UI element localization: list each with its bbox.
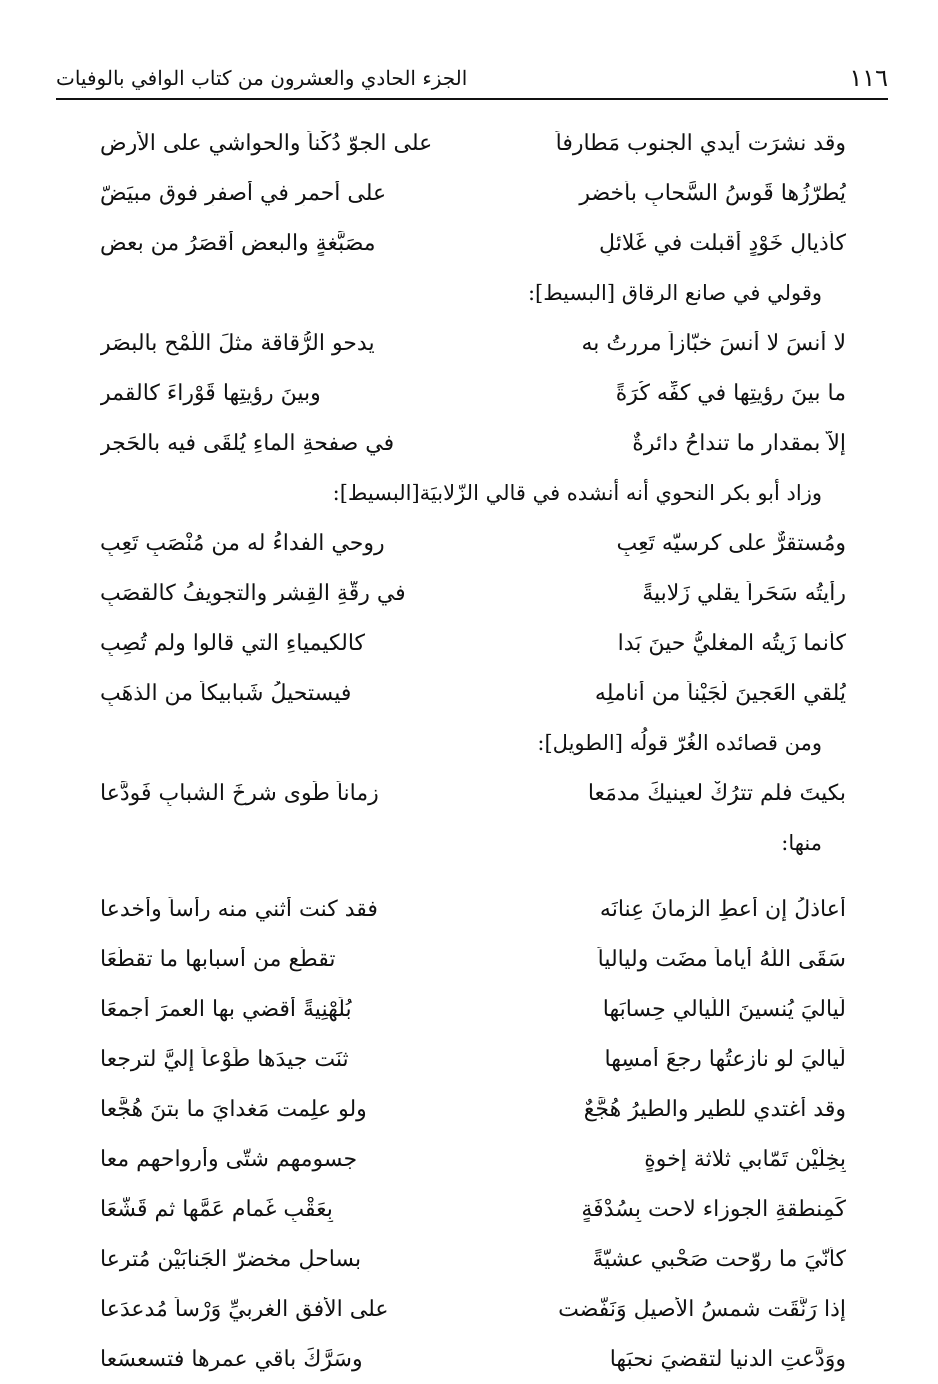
first-hemistich: كأنما زَيتُه المغليُّ حينَ بَدا [617, 630, 846, 656]
verse-line [100, 934, 846, 984]
first-hemistich: وقد أغتدي للطيرِ والطيرُ هُجَّعٌ [583, 1096, 846, 1122]
verse-line [100, 618, 846, 668]
second-hemistich: زماناً طَوى شرخَ الشبابِ فَودَّعا [100, 780, 379, 806]
verse-line [100, 568, 846, 618]
prose-intro: وزاد أبو بكر النحوي أنه أنشده في قالي الزّلابيَة[البسيط]: [332, 481, 822, 505]
first-hemistich: لَياليَ يُنسينَ اللّيالي حِسابَها [602, 996, 846, 1022]
first-hemistich: إذا رَنَّقَت شمسُ الأصيلِ وَنَفَّضت [558, 1296, 846, 1322]
page-header [56, 58, 888, 100]
spacer [100, 868, 846, 884]
verse-line [100, 1034, 846, 1084]
second-hemistich: على الجوّ دُكْناً والحواشي على الأرض [100, 130, 433, 156]
first-hemistich: كَمِنطقةِ الجوزاء لاحت بِسُدْفَةٍ [581, 1196, 846, 1222]
second-hemistich: تقطَّع من أسبابها ما تقطّعَا [100, 946, 336, 972]
second-hemistich: وبينَ رؤيتِها قَوْراءَ كالقمرِ [100, 380, 321, 406]
first-hemistich: وقد نشرَت أيدي الجنوب مَطارفاً [555, 130, 846, 156]
second-hemistich: ثنَت جيدَها طَوْعاً إليَّ لترجعا [100, 1046, 349, 1072]
second-hemistich: بساحلِ مخضرّ الجَنابَيْنِ مُترعا [100, 1246, 362, 1272]
verse-line [100, 418, 846, 468]
verse-line [100, 884, 846, 934]
second-hemistich: على الأُفقِ الغربيِّ وَرْساً مُدعدَعا [100, 1296, 389, 1322]
second-hemistich: على أحمرٍ في أصفرٍ فوق مبيَضّ [100, 180, 387, 206]
second-hemistich: بُلَهْنِيةً أقضي بها العمرَ أجمعَا [100, 996, 352, 1022]
first-hemistich: إلاّ بمقدارِ ما تنداحُ دائرةٌ [632, 430, 846, 456]
second-hemistich: وسَرَّكَ باقي عمرِها فتسعسَعا [100, 1346, 363, 1372]
verse-line [100, 1284, 846, 1334]
prose-intro: ومن قصائده الغُرّ قولُه [الطويل]: [537, 731, 822, 755]
second-hemistich: فيستحيلُ شَبابيكاً من الذهَبِ [100, 680, 352, 706]
verse-line [100, 218, 846, 268]
first-hemistich: رأيتُه سَحَراً يقلي زَلابيةً [642, 580, 846, 606]
first-hemistich: بِخِلَّيْنِ تَمّابي ثلاثة إخوةٍ [644, 1146, 846, 1172]
page-number: ١١٦ [849, 64, 888, 92]
verse-line [100, 168, 846, 218]
page-body [100, 118, 846, 1384]
first-hemistich: سَقَى اللّهُ أياماً مضَت وليالياً [597, 946, 846, 972]
second-hemistich: جسومهم شتّى وأرواحهم معا [100, 1146, 358, 1172]
verse-line [100, 368, 846, 418]
verse-line [100, 118, 846, 168]
verse-line [100, 668, 846, 718]
second-hemistich: فقد كنت أثني منه رأساً وأخدعا [100, 896, 378, 922]
verse-line [100, 318, 846, 368]
prose-intro: منها: [781, 831, 822, 855]
first-hemistich: يُلقي العَجينَ لُجَيْناً من أناملِه [594, 680, 846, 706]
first-hemistich: ووَدَّعتِ الدنيا لتقضيَ نحبَها [609, 1346, 846, 1372]
prose-intro: وقولي في صانع الرقاق [البسيط]: [527, 281, 822, 305]
verse-line [100, 1134, 846, 1184]
verse-line [100, 768, 846, 818]
second-hemistich: في صفحةِ الماءِ يُلقَى فيه بالحَجرِ [100, 430, 395, 456]
first-hemistich: ومُستقرٌّ على كرسيّه تَعِبٍ [616, 530, 846, 556]
second-hemistich: كالكيمياءِ التي قالوا ولم تُصِبِ [100, 630, 366, 656]
second-hemistich: في رِقّةِ القِشرِ والتجويفُ كالقصَبِ [100, 580, 406, 606]
second-hemistich: روحي الفداءُ له من مُنْصَبٍ تَعِبِ [100, 530, 385, 556]
verse-line [100, 1334, 846, 1384]
first-hemistich: بكيتَ فلم تترُكْ لعينيكَ مدمَعا [587, 780, 846, 806]
first-hemistich: لَياليَ لو نازعتُها رجعَ أمسِها [604, 1046, 846, 1072]
second-hemistich: يدحو الرُّقاقة مثلَ اللَّمْح بالبصَرِ [100, 330, 375, 356]
first-hemistich: كأذيالِ خَوْدٍ أقبلت في غَلائلٍ [599, 230, 846, 256]
first-hemistich: أعاذلُ إن أعطِ الزمانَ عِنانَه [599, 896, 846, 922]
verse-line [100, 1234, 846, 1284]
verse-line [100, 518, 846, 568]
verse-line [100, 1184, 846, 1234]
verse-line [100, 1084, 846, 1134]
first-hemistich: لا أنسَ لا أنسَ خبّازاً مررتُ به [581, 330, 846, 356]
running-title: الجزء الحادي والعشرون من كتاب الوافي بالوفيات [56, 66, 468, 90]
first-hemistich: يُطرّزُها قَوسُ السَّحابِ بأخضرٍ [579, 180, 846, 206]
verse-line [100, 984, 846, 1034]
second-hemistich: مصَبَّغةٍ والبعض أقصَرُ من بعض [100, 230, 376, 256]
first-hemistich: كأنّيَ ما روّحت صَحْبي عشيّةً [592, 1246, 846, 1272]
second-hemistich: ولو علِمت مَغدايَ ما بتنَ هُجَّعا [100, 1096, 367, 1122]
second-hemistich: بِعَقْبِ غَمامٍ عَمَّها ثم قَشَّعَا [100, 1196, 333, 1222]
first-hemistich: ما بينَ رؤيتِها في كفِّه كُرَةً [615, 380, 846, 406]
